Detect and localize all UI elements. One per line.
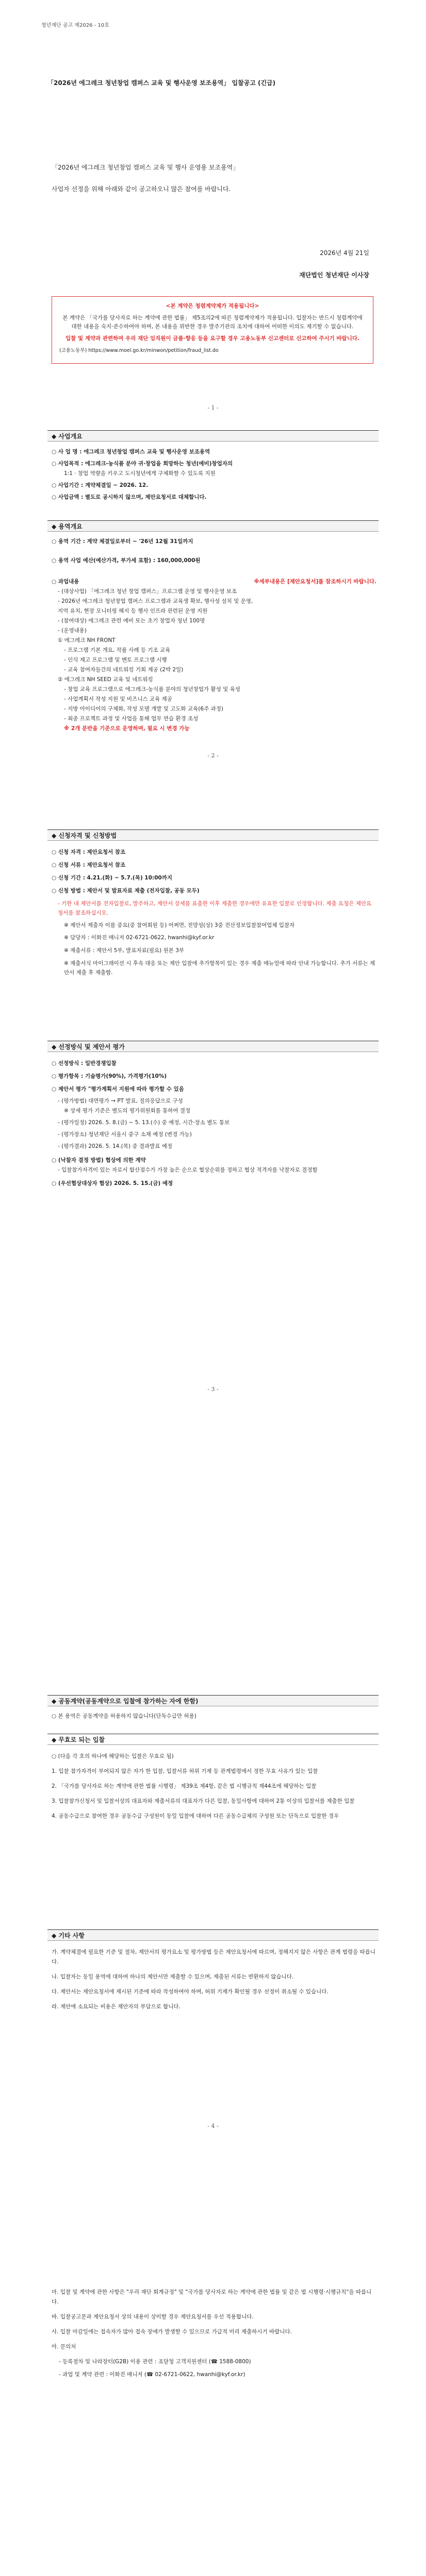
selection-item: - (평가결과) 2026. 5. 14.(목) 중 결과발표 예정: [58, 1143, 173, 1149]
sign-org: 재단법인 청년재단 이사장: [299, 272, 369, 279]
apply-period: ○ 신청 기간 : 4.21.(화) ~ 5.7.(목) 10:00까지: [52, 875, 172, 881]
section-title-joint: ◆ 공동계약(공동계약으로 입찰에 참가하는 자에 한함): [47, 1695, 379, 1706]
method-tag: ※세부내용은 [제안요청서]를 참조하시기 바랍니다.: [254, 579, 376, 585]
section-title-service: ◆ 용역개요: [47, 520, 379, 532]
selection-item: - (평가장소) 청년재단 서울시 중구 소재 예정 (변경 가능): [58, 1131, 192, 1138]
invalid-item: 4. 공동수급으로 참여한 경우 공동수급 구성원이 동일 입찰에 대하여 다른 공동수급체의 구성원 또는 단독으로 입찰한 경우: [52, 1813, 339, 1819]
service-list: [52, 537, 376, 734]
selection-item: ○ 제안서 평가 "평가계획서 지원에 따라 평가할 수 있음: [52, 1086, 184, 1092]
page-title: 「2026년 에그레크 청년창업 캠퍼스 교육 및 행사운영 보조용역」 입찰공고 (긴급): [47, 79, 276, 87]
page-2: [0, 752, 426, 1504]
etc-list-cont: [52, 2287, 376, 2385]
apply-sub: ※ 제출서식 마이그래이션 시 후속 대응 또는 제안 입찰에 추가항목이 있는 경우 제출 매뉴얼에 따라 안내 가능합니다. 추가 서류는 제안서 제출 후 제출함.: [64, 960, 375, 976]
contact-item: - 등록절차 및 나라장터(G2B) 이용 관련 : 조달청 고객지원센터 (☎ 1588-0800): [59, 2359, 251, 2365]
service-line: - (대상사업) 「에그레크 청년 창업 캠퍼스」프로그램 운영 및 행사운영 보조: [58, 588, 237, 595]
intro-line-2: 사업자 선정을 위해 아래와 같이 공고하오니 많은 참여를 바랍니다.: [52, 185, 231, 193]
etc-item: 가. 계약체결에 필요한 기준 및 절차, 제안서의 평가요소 및 평가방법 등은 제안요청서에 따르며, 정해지지 않은 사항은 관계 법령을 따릅니다.: [52, 1949, 375, 1965]
service-item: ○ 용역 사업 예산(예산가격, 부가세 포함) : 160,000,000원: [52, 557, 201, 564]
overview-item: ○ 사업목적 : 에그레크-농식품 분야 귀·창업을 희망하는 청년(예비)창업자의: [52, 461, 233, 467]
etc-list: [52, 1947, 376, 2017]
apply-sub: ※ 제출서류 : 제안서 5부, 발표자료(필요) 원본 3부: [64, 947, 185, 954]
selection-item: ○ 평가항목 : 기술평가(90%), 가격평가(10%): [52, 1073, 167, 1079]
contact-item: - 과업 및 계약 관련 : 이화진 매니저 (☎ 02-6721-0622, hwanhi@kyf.or.kr): [59, 2371, 245, 2378]
method-label: ○ 과업내용: [52, 579, 79, 585]
service-line: - 창업 교육 프로그램으로 에그레크-농식품 분야의 청년창업가 활성 및 육성: [64, 686, 240, 692]
sign-date: 2026년 4월 21일: [320, 249, 369, 257]
section-title-selection: ◆ 선정방식 및 제안서 평가: [47, 1041, 379, 1052]
page-1: [0, 0, 426, 752]
invalid-item: 2. 「국가를 당사자로 하는 계약에 관한 법률 시행령」 제39조 제4항, 같은 법 시행규칙 제44조에 해당하는 입찰: [52, 1783, 317, 1789]
overview-item: ○ 사 업 명 : 에그레크 청년창업 캠퍼스 교육 및 행사운영 보조용역: [52, 449, 210, 455]
etc-item: 마. 입찰 및 계약에 관한 사항은 "우리 재단 회계규정" 및 "국가를 당사자로 하는 계약에 관한 법률 및 같은 법 시행령·시행규칙"을 따릅니다.: [52, 2289, 372, 2305]
selection-item: - 입찰참가자격이 있는 자로서 합산점수가 가장 높은 순으로 협상순위를 정하고 협상 적격자를 낙찰자로 결정함: [58, 1167, 318, 1173]
invalid-item: 3. 입찰참가신청서 및 입찰서상의 대표자와 제출서류의 대표자가 다른 입찰, 동일사항에 대하여 2통 이상의 입찰서를 제출한 입찰: [52, 1798, 355, 1804]
invalid-list: [52, 1752, 376, 1826]
overview-list: [52, 447, 376, 502]
service-method: [52, 577, 376, 587]
integrity-notice: [52, 296, 373, 364]
etc-item: 다. 제안서는 제안요청서에 제시된 기준에 따라 작성하여야 하며, 허위 기재가 확인될 경우 선정이 취소될 수 있습니다.: [52, 1989, 329, 1995]
apply-sub: - 기한 내 제안서를 전자입찰로, 발주하고, 제안서 상세를 표출한 이후 제출한 경우에만 유효한 입찰로 인정합니다. 제출 요청은 제안요청서를 참조하십시오.: [58, 901, 372, 916]
service-line: - 프로그램 기본 개요, 작품 사례 등 기조 교육: [64, 647, 171, 653]
selection-item: ○ 선정방식 : 일반경쟁입찰: [52, 1060, 117, 1066]
etc-item: 라. 제안에 소요되는 비용은 제안자의 부담으로 합니다.: [52, 2004, 181, 2010]
apply-item: ○ 신청 방법 : 제안서 및 발표자료 제출 (전자입찰, 공동 모두): [52, 888, 200, 894]
service-line: ② 에그레크 NH SEED 교육 및 네트워킹: [58, 676, 153, 683]
service-line: - 2026년 에그레크 청년창업 캠퍼스 프로그램과 교육생 확보, 행사성 설치 및 운영,: [58, 598, 253, 604]
service-line: - 사업계획서 작성 지원 및 비즈니스 교육 제공: [64, 696, 172, 702]
notice-title: <본 계약은 청렴계약제가 적용됩니다>: [166, 303, 259, 309]
invalid-lead: ○ (다음 각 호의 하나에 해당하는 입찰은 무효로 됨): [52, 1753, 174, 1759]
page-number: - 2 -: [207, 752, 219, 759]
apply-list: [52, 848, 376, 977]
joint-list: [52, 1711, 376, 1721]
selection-item: ※ 상세 평가 기준은 별도의 평가위원회를 통하여 결정: [64, 1108, 191, 1114]
notice-body-1: 본 계약은 「국가를 당사자로 하는 계약에 관한 법률」 제5조의2에 따른 청렴계약제가 적용됩니다. 입찰자는 반드시 청렴계약에 대한 내용을 숙지·준수하여야 하며, 본 내용을 위반한 경우 발주기관의 조치에 대하여 어떠한 이의도 제기할 수 없습니다.: [62, 315, 363, 330]
page-3: [0, 1504, 426, 2257]
service-line: ※ 2개 분반을 기준으로 운영하며, 필요 시 변경 가능: [64, 725, 190, 732]
overview-item: 1:1 · 창업 역량을 키우고 도시청년에게 구체화할 수 있도록 지원: [64, 470, 216, 477]
service-line: - (참여대상) 에그레크 관련 예비 또는 초기 창업자 청년 100명: [58, 618, 205, 624]
section-title-invalid: ◆ 무효로 되는 입찰: [47, 1734, 379, 1745]
service-line: - (운영내용): [58, 628, 87, 634]
service-line: ① 에그레크 NH FRONT: [58, 637, 116, 643]
service-line: - 교육 참여자들간의 네트워킹 기회 제공 (2박 2일): [64, 667, 184, 673]
service-line: 지역 유치, 현장 모니터링 해지 등 행사 인프라 관련된 운영 지원: [58, 608, 208, 614]
section-title-overview: ◆ 사업개요: [47, 430, 379, 442]
page-number: - 1 -: [207, 404, 219, 411]
selection-list: [52, 1059, 376, 1189]
page-number: - 4 -: [207, 2123, 219, 2129]
service-line: - 최종 프로젝트 과정 및 사업을 통해 업무 연습 환경 조성: [64, 716, 199, 722]
invalid-item: 1. 입찰 참가자격이 부여되지 않은 자가 한 입찰, 입찰서류 허위 기재 등 관계법령에서 정한 무효 사유가 있는 입찰: [52, 1768, 318, 1774]
selection-item: ○ (낙찰자 결정 방법) 협상에 의한 계약: [52, 1157, 146, 1163]
apply-sub: ※ 담당자 : 이화진 매니저 02-6721-0622, hwanhi@kyf.or.kr: [64, 935, 215, 941]
apply-sub: ※ 제안서 제출자 이름 중요(중 참여회원 등) 어쩌면, 전망성(상) 3중 전산정보입찰참여업체 입찰자: [64, 922, 295, 928]
intro-line-1: 「2026년 에그레크 청년창업 캠퍼스 교육 및 행사 운영용 보조용역」: [52, 164, 239, 171]
notice-body-3: (고용노동부) https://www.moel.go.kr/minwon/petition/fraud_list.do: [59, 348, 219, 353]
etc-item: 사. 입찰 마감일에는 접속자가 많아 접속 장애가 발생할 수 있으므로 가급적 미리 제출하시기 바랍니다.: [52, 2329, 292, 2335]
section-title-apply: ◆ 신청자격 및 신청방법: [47, 829, 379, 841]
service-item: ○ 용역 기간 : 계약 체결일로부터 ~ '26년 12월 31일까지: [52, 538, 193, 545]
apply-item: ○ 신청 서류 : 제안요청서 참조: [52, 862, 126, 868]
section-title-etc: ◆ 기타 사항: [47, 1929, 379, 1941]
overview-item: ○ 사업기간 : 계약체결일 ~ 2026. 12.: [52, 482, 149, 488]
page-4: [0, 2257, 426, 2576]
selection-item: - (평가방법) 대면평가 → PT 발표, 질의응답으로 구성: [58, 1098, 183, 1104]
apply-item: [52, 873, 376, 883]
etc-item: 나. 입찰자는 동일 용역에 대하여 하나의 제안서만 제출할 수 있으며, 제출된 서류는 반환하지 않습니다.: [52, 1974, 294, 1980]
joint-item: ○ 본 용역은 공동계약을 허용하지 않습니다(단독수급만 허용): [52, 1713, 196, 1719]
service-line: - 인식 재고 프로그램 및 멘토 프로그램 시행: [64, 657, 167, 663]
selection-item: - (평가일정) 2026. 5. 8.(금) ~ 5. 13.(수) 중 예정, 시간·장소 별도 통보: [58, 1120, 230, 1126]
notice-body-2: 입찰 및 계약과 관련하여 우리 재단 임직원이 금품·향응 등을 요구할 경우 고용노동부 신고센터로 신고하여 주시기 바랍니다.: [65, 335, 359, 342]
page-number: - 3 -: [207, 1386, 219, 1393]
etc-item: 바. 입찰공고문과 제안요청서 상의 내용이 상이할 경우 제안요청서를 우선 적용합니다.: [52, 2314, 254, 2320]
service-line: - 지방 아이디어의 구체화, 작성 모델 개발 및 고도화 교육(6주 과정): [64, 706, 223, 712]
selection-item: ○ (우선협상대상자 협상) 2026. 5. 15.(금) 예정: [52, 1180, 173, 1187]
etc-item: 아. 문의처: [52, 2344, 76, 2350]
intro: [52, 162, 382, 194]
apply-item: ○ 신청 자격 : 제안요청서 참조: [52, 849, 126, 855]
overview-item: ○ 사업금액 : 별도로 공시하지 않으며, 제안요청서로 대체합니다.: [52, 494, 207, 500]
doc-number: 청년재단 공고 제2026 - 10호: [41, 23, 109, 28]
